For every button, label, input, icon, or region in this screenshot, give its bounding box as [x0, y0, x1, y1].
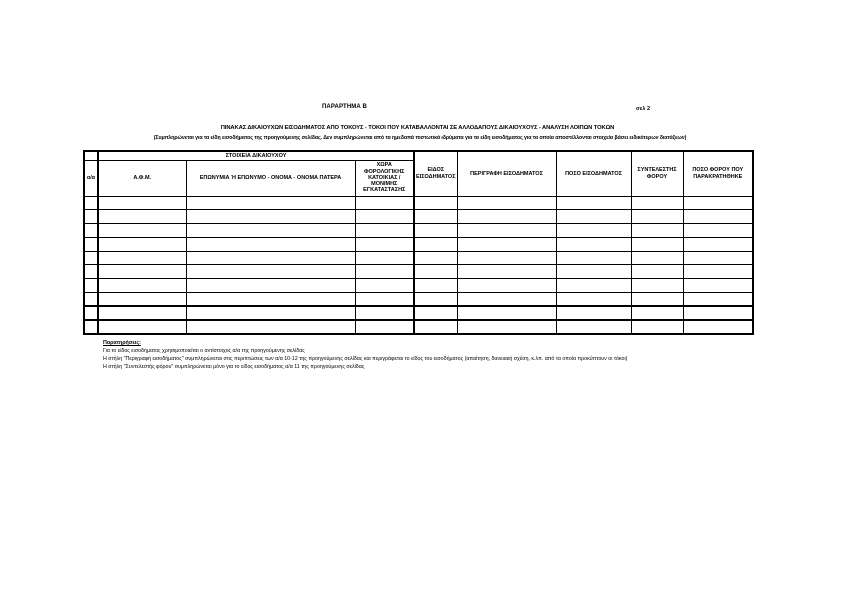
table-cell — [355, 293, 414, 307]
table-cell — [414, 224, 457, 238]
table-cell — [631, 224, 683, 238]
table-cell — [84, 279, 98, 293]
table-cell — [457, 293, 556, 307]
table-cell — [457, 306, 556, 320]
column-header-income-type: ΕΙΔΟΣ ΕΙΣΟΔΗΜΑΤΟΣ — [414, 151, 457, 196]
table-row — [84, 279, 753, 293]
appendix-label: ΠΑΡΑΡΤΗΜΑ Β — [322, 104, 367, 110]
table-cell — [556, 210, 631, 224]
table-cell — [98, 224, 186, 238]
table-cell — [414, 196, 457, 210]
table-cell — [683, 279, 753, 293]
table-cell — [414, 210, 457, 224]
table-cell — [186, 196, 355, 210]
note-line: Η στήλη "Συντελεστής φόρου" συμπληρώνεται μόνο για το είδος εισοδήματος α/α 11 της προηγούμενης σελίδας — [103, 364, 365, 370]
table-row — [84, 210, 753, 224]
table-cell — [683, 320, 753, 334]
note-line: Για το είδος εισοδήματος χρησιμοποιείται ο αντίστοιχος α/α της προηγούμενης σελίδας — [103, 348, 305, 354]
table-cell — [355, 279, 414, 293]
table-cell — [457, 210, 556, 224]
column-header-tax-rate: ΣΥΝΤΕΛΕΣΤΗΣ ΦΟΡΟΥ — [631, 151, 683, 196]
table-row — [84, 306, 753, 320]
table-cell — [186, 237, 355, 251]
table-row — [84, 320, 753, 334]
table-cell — [84, 306, 98, 320]
table-cell — [414, 251, 457, 265]
table-cell — [631, 293, 683, 307]
table-cell — [457, 320, 556, 334]
column-header-afm: Α.Φ.Μ. — [98, 160, 186, 196]
table-cell — [84, 237, 98, 251]
table-cell — [631, 237, 683, 251]
table-cell — [98, 251, 186, 265]
table-cell — [631, 210, 683, 224]
table-cell — [683, 293, 753, 307]
table-cell — [457, 237, 556, 251]
table-cell — [355, 196, 414, 210]
note-line: Η στήλη "Περιγραφή εισοδήματος" συμπληρώνεται στις περιπτώσεις των α/α 10-12 της προηγούμενης σελίδας και περιγράφεται το είδος του εισοδήματος (απαίτηση, δανειακή σχέση, κ.λπ. από τα οποία προκύπτουν οι τόκοι) — [103, 356, 628, 362]
table-cell — [414, 306, 457, 320]
table-row — [84, 237, 753, 251]
table-cell — [414, 237, 457, 251]
table-cell — [631, 251, 683, 265]
table-cell — [556, 224, 631, 238]
table-cell — [556, 237, 631, 251]
table-cell — [355, 265, 414, 279]
table-cell — [98, 293, 186, 307]
table-cell — [186, 251, 355, 265]
table-cell — [414, 293, 457, 307]
table-cell — [457, 279, 556, 293]
table-cell — [186, 265, 355, 279]
table-cell — [84, 251, 98, 265]
table-cell — [186, 306, 355, 320]
table-cell — [355, 306, 414, 320]
table-cell — [683, 306, 753, 320]
table-row — [84, 251, 753, 265]
beneficiaries-table — [83, 150, 754, 335]
table-cell — [556, 306, 631, 320]
table-cell — [355, 251, 414, 265]
table-cell — [98, 196, 186, 210]
table-cell — [414, 279, 457, 293]
table-cell — [84, 196, 98, 210]
table-row — [84, 224, 753, 238]
table-cell — [683, 251, 753, 265]
table-cell — [556, 293, 631, 307]
table-row — [84, 293, 753, 307]
table-cell — [186, 210, 355, 224]
column-header-country: ΧΩΡΑ ΦΟΡΟΛΟΓΙΚΗΣ ΚΑΤΟΙΚΙΑΣ / ΜΟΝΙΜΗΣ ΕΓΚΑΤΑΣΤΑΣΗΣ — [355, 160, 414, 196]
table-row — [84, 196, 753, 210]
table-cell — [355, 237, 414, 251]
table-cell — [98, 210, 186, 224]
table-cell — [683, 224, 753, 238]
table-cell — [631, 265, 683, 279]
document-title: ΠΙΝΑΚΑΣ ΔΙΚΑΙΟΥΧΩΝ ΕΙΣΟΔΗΜΑΤΟΣ ΑΠΟ ΤΟΚΟΥΣ - ΤΟΚΟΙ ΠΟΥ ΚΑΤΑΒΑΛΛΟΝΤΑΙ ΣΕ ΑΛΛΟΔΑΠΟΥΣ ΔΙΚΑΙΟΥΧΟΥΣ - ΑΝΑΛΥΣΗ ΛΟΙΠΩΝ ΤΟΚΩΝ — [220, 125, 615, 131]
document-subtitle: (Συμπληρώνεται για τα είδη εισοδήματος της προηγούμενης σελίδας. Δεν συμπληρώνεται από τα ημεδαπά πιστωτικά ιδρύματα για τα είδη εισοδήματος για τα οποία αποστέλλονται στοιχεία βάσει ειδικότερων διατάξεων) — [153, 135, 687, 141]
table-cell — [556, 320, 631, 334]
corner-cell — [84, 151, 98, 160]
table-cell — [414, 265, 457, 279]
table-cell — [556, 279, 631, 293]
table-cell — [84, 293, 98, 307]
table-cell — [556, 251, 631, 265]
notes-heading: Παρατηρήσεις: — [103, 340, 141, 346]
table-cell — [186, 279, 355, 293]
table-cell — [98, 265, 186, 279]
table-cell — [84, 224, 98, 238]
table-cell — [683, 196, 753, 210]
table-cell — [84, 265, 98, 279]
table-cell — [186, 320, 355, 334]
table-cell — [683, 210, 753, 224]
table-cell — [683, 265, 753, 279]
table-cell — [683, 237, 753, 251]
table-cell — [98, 237, 186, 251]
table-cell — [186, 224, 355, 238]
table-cell — [457, 251, 556, 265]
group-header-cell: ΣΤΟΙΧΕΙΑ ΔΙΚΑΙΟΥΧΟΥ — [98, 151, 414, 160]
table-cell — [84, 320, 98, 334]
table-cell — [98, 320, 186, 334]
table-cell — [556, 265, 631, 279]
table-cell — [631, 306, 683, 320]
table-cell — [457, 224, 556, 238]
column-header-tax-withheld: ΠΟΣΟ ΦΟΡΟΥ ΠΟΥ ΠΑΡΑΚΡΑΤΗΘΗΚΕ — [683, 151, 753, 196]
table-cell — [98, 306, 186, 320]
group-header-row — [84, 151, 753, 160]
table-cell — [556, 196, 631, 210]
notes-section — [103, 339, 627, 371]
table-body — [84, 196, 753, 334]
table-cell — [186, 293, 355, 307]
column-header-serial: α/α — [84, 160, 98, 196]
column-header-name: ΕΠΩΝΥΜΙΑ Ή ΕΠΩΝΥΜΟ - ΟΝΟΜΑ - ΟΝΟΜΑ ΠΑΤΕΡΑ — [186, 160, 355, 196]
table-cell — [355, 224, 414, 238]
table-row — [84, 265, 753, 279]
column-header-income-description: ΠΕΡΙΓΡΑΦΗ ΕΙΣΟΔΗΜΑΤΟΣ — [457, 151, 556, 196]
table-cell — [457, 265, 556, 279]
table-cell — [631, 320, 683, 334]
table-cell — [414, 320, 457, 334]
table-cell — [457, 196, 556, 210]
table-cell — [631, 196, 683, 210]
column-header-income-amount: ΠΟΣΟ ΕΙΣΟΔΗΜΑΤΟΣ — [556, 151, 631, 196]
table-cell — [355, 210, 414, 224]
table-cell — [98, 279, 186, 293]
page-number: σελ 2 — [636, 106, 651, 112]
table-cell — [84, 210, 98, 224]
table-cell — [355, 320, 414, 334]
table-cell — [631, 279, 683, 293]
